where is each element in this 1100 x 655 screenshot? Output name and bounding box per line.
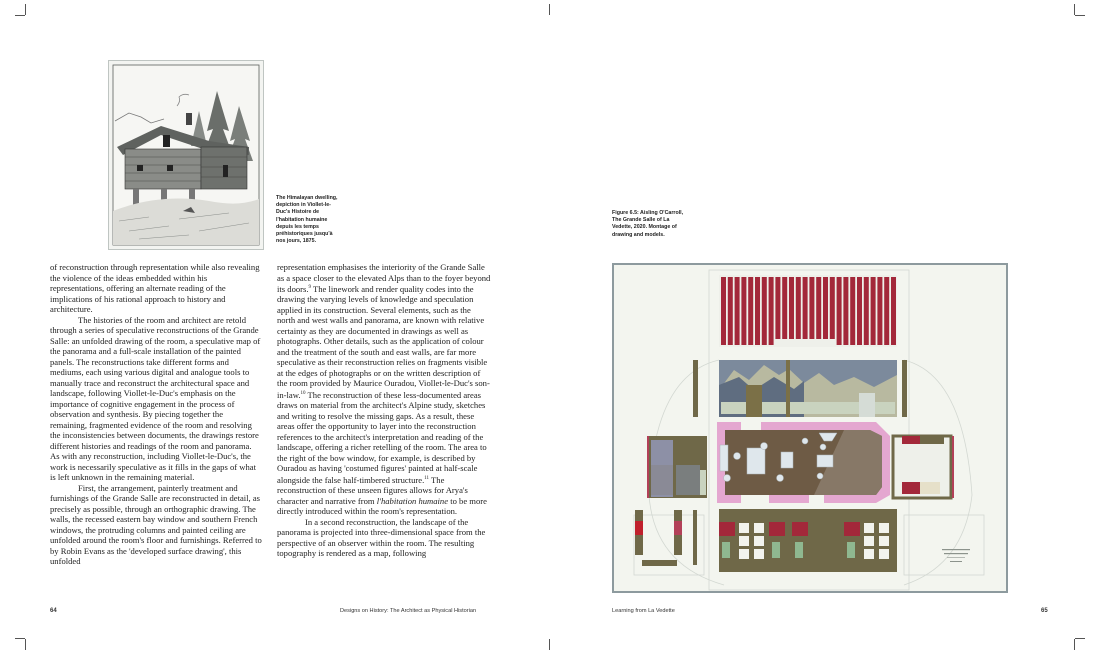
ceiling-stripe: [755, 277, 760, 345]
crop-mark: [549, 639, 550, 650]
crop-mark: [549, 4, 550, 15]
ceiling-stripe: [741, 277, 746, 345]
page-number-right: 65: [1041, 608, 1048, 614]
ceiling-stripe: [728, 277, 733, 345]
ceiling-stripe: [830, 277, 835, 339]
grande-salle-developed-drawing: [612, 263, 1008, 593]
running-head-left: Designs on History: The Architect as Physical Historian: [340, 608, 477, 614]
ceiling-stripe: [809, 277, 814, 339]
running-head-right: Learning from La Vedette: [612, 608, 675, 614]
book-title: l'habitation humaine: [376, 495, 449, 506]
figure-caption-left: The Himalayan dwelling, depiction in Viollet-le-Duc's Histoire de l'habitation humaine depuis les temps préhistoriques jusqu'à nos jours, 1875.: [276, 195, 338, 245]
ceiling-stripe: [850, 277, 855, 345]
ceiling-stripe: [721, 277, 726, 345]
paragraph: The histories of the room and architect are retold through a series of speculative reconstructions of the Grande Salle: an unfolded drawing of the room, a speculative map of the panorama and a full-scale installation of the painted panels. The reconstructions take different forms and mediums, each using various digital and analogue tools to manually trace and reconstruct the architectural space and landscape, following Viollet-le-Duc's emphasis on the importance of cognitive engagement in the process of observation and synthesis. By piecing together the remaining, fragmented evidence of the room and resolving the inconsistencies between documents, the drawings restore different histories and readings of the room and panorama. As with any reconstruction, including Viollet-le-Duc's, the work is necessarily speculative as it fills in the gaps of what is left unknown in the remaining material.: [50, 314, 261, 482]
ceiling-stripe: [843, 277, 848, 345]
ceiling-stripe: [769, 277, 774, 345]
drawing-title-block: [942, 549, 970, 562]
crop-mark: [1075, 638, 1085, 639]
crop-mark: [25, 639, 26, 650]
endnote-ref[interactable]: 11: [424, 475, 430, 481]
painted-ceiling: [719, 275, 897, 347]
ceiling-stripe: [762, 277, 767, 345]
crop-mark: [25, 4, 26, 15]
ceiling-stripe: [864, 277, 869, 345]
text-run: The reconstruction of these less-documented areas draws on material from the architect's Alpine study, sketches and writing to resolve the missing gaps. As a result, these areas offer the opportunity to layer into the reconstruction references to the architect's interpretation and reading of the landscape, offering a richer retelling of the room. The area to the right of the bow window, for example, is described by Ouradou as having 'costumed figures' painted at half-scale alongside the false half-timbered structure.: [277, 389, 487, 485]
paragraph: of reconstruction through representation while also revealing the violence of the ideas embedded within his representations, offering an alternate reading of the implications of his rational approach to history and architecture.: [50, 262, 260, 314]
endnote-ref[interactable]: 9: [308, 285, 312, 290]
body-column-2: [277, 262, 491, 559]
ceiling-stripe: [803, 277, 808, 339]
endnote-ref[interactable]: 10: [300, 390, 306, 396]
ceiling-stripe: [735, 277, 740, 345]
page-number-left: 64: [50, 608, 57, 614]
ceiling-stripe: [782, 277, 787, 339]
body-column-1: [50, 262, 262, 567]
ceiling-stripe: [796, 277, 801, 339]
paragraph: First, the arrangement, painterly treatment and furnishings of the Grande Salle are reconstructed in detail, as precisely as possible, through an orthographic drawing. The walls, the recessed eastern bay window and southern French windows, the protruding columns and painted ceiling are unfolded around the room's floor and furnishings. Referred to by Robin Evans as the 'developed surface drawing', this unfolded: [50, 482, 262, 566]
ceiling-stripe: [823, 277, 828, 339]
himalayan-dwelling-engraving: [108, 60, 264, 250]
ceiling-stripe: [789, 277, 794, 339]
text-run: The reconstruction of these unseen figures allows for Arya's character and narrative from: [277, 474, 468, 506]
ceiling-stripe: [748, 277, 753, 345]
crop-mark: [15, 15, 25, 16]
crop-mark: [15, 638, 25, 639]
paragraph: In a second reconstruction, the landscape of the panorama is projected into three-dimensional space from the perspective of an observer within the room. The resulting topography is rendered as a map, following: [277, 516, 486, 559]
text-run: to be more directly introduced within the room's representation.: [277, 495, 487, 517]
text-run: The linework and render quality codes into the drawing the varying levels of knowledge and speculation applied in its construction. Several elements, such as the north and west walls and panorama, are known with relative certainty as they are documented in drawings as well as photographs. Other details, such as the application of colour and the treatment of the south and east walls, are far more speculative as their reconstruction relies on fragments visible at the edges of photographs or on the written description of the room provided by Maurice Ouradou, Viollet-le-Duc's son-in-law.: [277, 283, 490, 400]
ceiling-stripe: [857, 277, 862, 345]
figure-caption-right: Figure 6.5: Aisling O'Carroll, The Grande Salle of La Vedette, 2020. Montage of drawing and models.: [612, 210, 684, 238]
ceiling-stripe: [891, 277, 896, 345]
ceiling-stripe: [837, 277, 842, 345]
crop-mark: [1074, 4, 1075, 15]
paragraph: [277, 262, 491, 517]
ceiling-stripe: [871, 277, 876, 345]
crop-mark: [1075, 15, 1085, 16]
ceiling-stripe: [877, 277, 882, 345]
ceiling-stripe: [884, 277, 889, 345]
crop-mark: [1074, 639, 1075, 650]
text-run: representation emphasises the interiority of the Grande Salle as a space closer to the elevated Alps than to the foyer beyond its doors.: [277, 262, 491, 294]
ceiling-stripe: [816, 277, 821, 339]
ceiling-stripe: [775, 277, 780, 339]
